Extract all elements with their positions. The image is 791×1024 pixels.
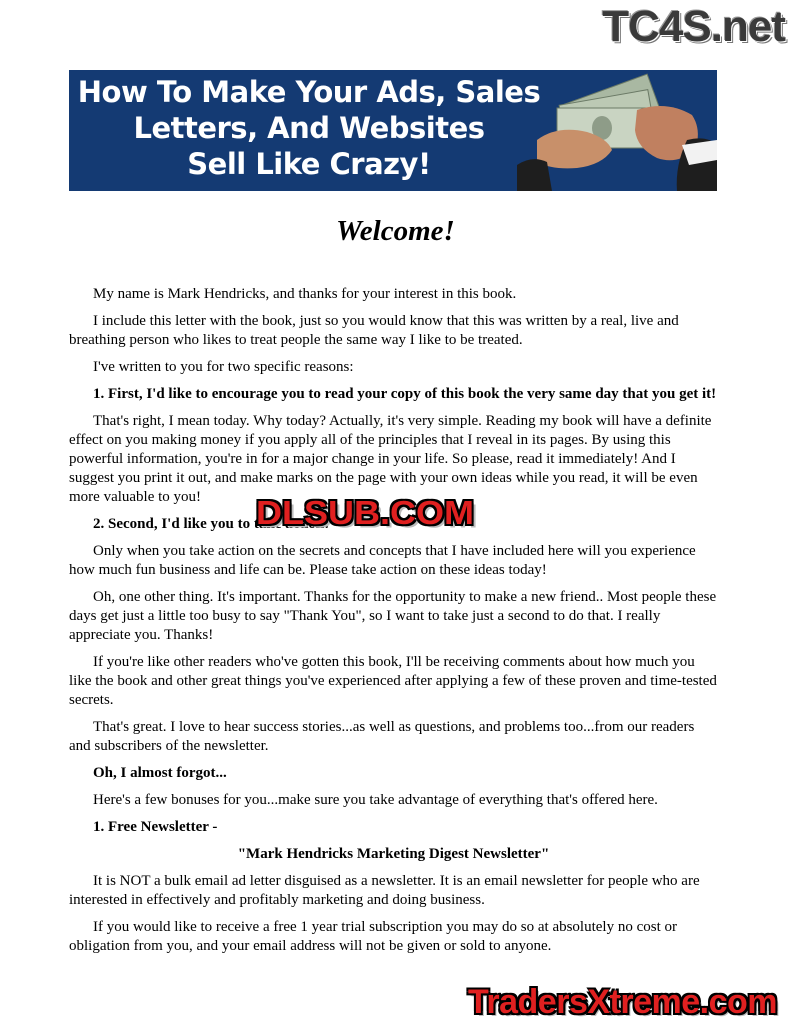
paragraph: If you're like other readers who've gotten this book, I'll be receiving comments about how much you like the book and other great things you've experienced after applying a few of these proven and time-tested secrets. bbox=[69, 654, 717, 708]
watermark-tc4s: TC4S.net bbox=[602, 2, 785, 51]
paragraph: It is NOT a bulk email ad letter disguised as a newsletter. It is an email newsletter for people who are interested in effectively and profitably marketing and doing business. bbox=[69, 873, 700, 908]
book-banner bbox=[69, 70, 717, 191]
bonus-intro-heading: Oh, I almost forgot... bbox=[93, 765, 227, 781]
watermark-dlsub: DLSUB.COM bbox=[256, 493, 474, 532]
reason-1-heading: 1. First, I'd like to encourage you to read your copy of this book the very same day that you get it! bbox=[93, 386, 717, 402]
paragraph: Oh, one other thing. It's important. Thanks for the opportunity to make a new friend.. Most people these days get just a little too busy to say "Thank You", so I want to take just a second to do that. I really appreciate you. Thanks! bbox=[69, 589, 717, 643]
banner-title bbox=[69, 74, 549, 182]
banner-line-3: Sell Like Crazy! bbox=[187, 147, 431, 181]
page-title: Welcome! bbox=[336, 215, 455, 247]
letter-body bbox=[69, 285, 718, 964]
newsletter-title: "Mark Hendricks Marketing Digest Newsletter" bbox=[237, 846, 550, 862]
paragraph: Here's a few bonuses for you...make sure you take advantage of everything that's offered here. bbox=[93, 792, 658, 808]
paragraph: If you would like to receive a free 1 year trial subscription you may do so at absolutely no cost or obligation from you, and your email address will not be given or sold to anyone. bbox=[69, 919, 678, 954]
paragraph: I include this letter with the book, just so you would know that this was written by a real, live and breathing person who likes to treat people the same way I like to be treated. bbox=[69, 313, 679, 348]
banner-line-1: How To Make Your Ads, Sales bbox=[77, 75, 541, 109]
banner-line-2: Letters, And Websites bbox=[133, 111, 485, 145]
paragraph: That's great. I love to hear success stories...as well as questions, and problems too...from our readers and subscribers of the newsletter. bbox=[69, 719, 695, 754]
hands-holding-money-icon bbox=[517, 70, 717, 191]
paragraph: Only when you take action on the secrets and concepts that I have included here will you experience how much fun business and life can be. Please take action on these ideas today! bbox=[69, 543, 696, 578]
watermark-tradersxtreme: TradersXtreme.com bbox=[468, 983, 777, 1021]
paragraph: My name is Mark Hendricks, and thanks for your interest in this book. bbox=[93, 286, 517, 302]
paragraph: That's right, I mean today. Why today? Actually, it's very simple. Reading my book will have a definite effect on you making money if you apply all of the principles that I reveal in its pages. By using this powerful information, you're in for a major change in your life. So please, read it immediately! And I suggest you print it out, and make marks on the page with your own ideas while you read, it will be even more valuable to you! bbox=[69, 413, 712, 505]
bonus-1-heading: 1. Free Newsletter - bbox=[93, 819, 218, 835]
paragraph: I've written to you for two specific reasons: bbox=[93, 359, 354, 375]
reason-2-heading: 2. Second, I'd like you to take action: bbox=[93, 516, 330, 532]
